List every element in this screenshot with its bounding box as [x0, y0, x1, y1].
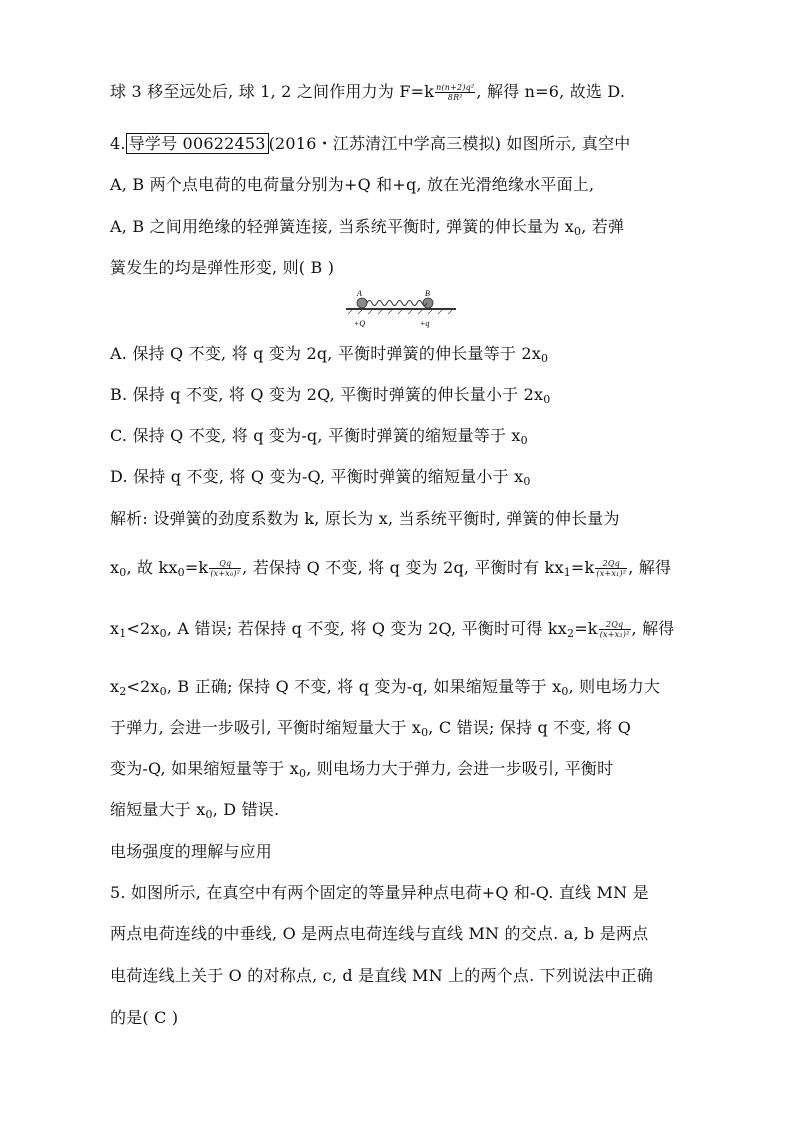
- subscript: 0: [543, 393, 551, 406]
- subscript: 1: [563, 566, 571, 579]
- analysis-line-2: [110, 558, 690, 578]
- q5-line-3: 电荷连线上关于 O 的对称点, c, d 是直线 MN 上的两个点. 下列说法中正确: [110, 966, 654, 985]
- subscript: 0: [299, 767, 307, 780]
- q5-line-1: 5. 如图所示, 在真空中有两个固定的等量异种点电荷+Q 和-Q. 直线 MN 是: [110, 883, 649, 902]
- subscript: 2: [567, 627, 575, 640]
- text-span: , D 错误.: [212, 800, 280, 819]
- q4-line-3: [110, 217, 690, 237]
- fraction-numerator: n(n+2)q²: [436, 83, 475, 92]
- text-span: , 解得 n=6, 故选 D.: [476, 82, 626, 101]
- text-span: , 解得: [628, 558, 672, 577]
- subscript: 0: [520, 434, 528, 447]
- subscript: 0: [205, 808, 213, 821]
- text-span: , 若弹: [581, 217, 625, 236]
- subscript: 0: [574, 225, 582, 238]
- q4-line-2: A, B 两个点电荷的电荷量分别为+Q 和+q, 放在光滑绝缘水平面上,: [110, 175, 595, 194]
- text-span: =k: [184, 558, 209, 577]
- fraction-numerator: 2Qq: [595, 559, 627, 569]
- option-a: [110, 344, 690, 364]
- q5-line-2: 两点电荷连线的中垂线, O 是两点电荷连线与直线 MN 的交点. a, b 是两点: [110, 924, 649, 943]
- charge-b-ball: [423, 298, 433, 308]
- subscript: 0: [177, 566, 185, 579]
- analysis-line-1: 解析: 设弹簧的劲度系数为 k, 原长为 x, 当系统平衡时, 弹簧的伸长量为: [110, 509, 620, 528]
- text-span: 球 3 移至远处后, 球 1, 2 之间作用力为 F=k: [110, 82, 435, 101]
- option-c: [110, 426, 690, 446]
- subscript: 0: [159, 627, 167, 640]
- analysis-line-4: [110, 677, 690, 697]
- text-span: 变为-Q, 如果缩短量等于 x: [110, 759, 300, 778]
- text-span: , 则电场力大: [568, 677, 661, 696]
- fraction-numerator: 2Qq: [599, 620, 631, 630]
- text-span: 于弹力, 会进一步吸引, 平衡时缩短量大于 x: [110, 718, 422, 737]
- text-span: , 则电场力大于弹力, 会进一步吸引, 平衡时: [306, 759, 614, 778]
- q4-line-1: [110, 134, 690, 154]
- spring-charges-figure: [340, 286, 460, 334]
- text-span: x: [110, 677, 120, 696]
- fraction-denominator: (x+x₁)²: [596, 569, 627, 578]
- analysis-line-6: [110, 759, 690, 779]
- text-span: , A 错误; 若保持 q 不变, 将 Q 变为 2Q, 平衡时可得 kx: [166, 619, 567, 638]
- subscript: 0: [540, 352, 549, 365]
- text-span: <2x: [126, 677, 160, 696]
- text-span: A, B 之间用绝缘的轻弹簧连接, 当系统平衡时, 弹簧的伸长量为 x: [110, 217, 575, 236]
- text-span: , C 错误; 保持 q 不变, 将 Q: [428, 718, 632, 737]
- option-d: [110, 467, 690, 487]
- fraction: [595, 559, 627, 578]
- section-heading: 电场强度的理解与应用: [110, 842, 273, 861]
- question-number: 4.: [110, 134, 126, 153]
- text-span: , B 正确; 保持 Q 不变, 将 q 变为-q, 如果缩短量等于 x: [166, 677, 562, 696]
- text-span: , 故 kx: [126, 558, 178, 577]
- fraction-denominator: (x+x₂)²: [599, 630, 630, 639]
- table-hatch: [348, 310, 452, 314]
- q3-conclusion-line: [110, 82, 690, 102]
- text-span: , 解得: [631, 619, 675, 638]
- fraction: [209, 559, 241, 578]
- q5-line-4: 的是( C ): [110, 1008, 179, 1027]
- analysis-line-5: [110, 718, 690, 738]
- subscript: 1: [119, 627, 127, 640]
- fraction-numerator: Qq: [209, 559, 241, 569]
- subscript: 2: [119, 685, 127, 698]
- text-span: =k: [570, 558, 595, 577]
- subscript: 0: [561, 685, 569, 698]
- text-span: x: [110, 619, 120, 638]
- q4-line-4: 簧发生的均是弹性形变, 则( B ): [110, 258, 335, 277]
- text-span: x: [110, 558, 120, 577]
- label-b: B: [425, 289, 430, 298]
- text-span: (2016・江苏清江中学高三模拟) 如图所示, 真空中: [268, 134, 631, 153]
- charge-a-label: +Q: [354, 319, 366, 328]
- subscript: 0: [119, 566, 127, 579]
- subscript: 0: [159, 685, 167, 698]
- option-text: B. 保持 q 不变, 将 Q 变为 2Q, 平衡时弹簧的伸长量小于 2x: [110, 385, 544, 404]
- option-text: A. 保持 Q 不变, 将 q 变为 2q, 平衡时弹簧的伸长量等于 2x: [110, 344, 541, 363]
- analysis-line-7: [110, 800, 690, 820]
- analysis-line-3: [110, 619, 690, 639]
- label-a: A: [357, 289, 362, 298]
- text-span: =k: [574, 619, 598, 638]
- text-span: <2x: [126, 619, 160, 638]
- option-b: [110, 385, 690, 405]
- spring: [367, 301, 427, 306]
- fraction-denominator: 8R²: [447, 93, 463, 102]
- option-text: C. 保持 Q 不变, 将 q 变为-q, 平衡时弹簧的缩短量等于 x: [110, 426, 521, 445]
- subscript: 0: [523, 475, 531, 488]
- fraction-denominator: (x+x₀)²: [210, 569, 241, 578]
- charge-a-ball: [357, 298, 367, 308]
- option-text: D. 保持 q 不变, 将 Q 变为-Q, 平衡时弹簧的缩短量小于 x: [110, 467, 524, 486]
- text-span: 缩短量大于 x: [110, 800, 206, 819]
- charge-b-label: +q: [420, 319, 430, 328]
- text-span: , 若保持 Q 不变, 将 q 变为 2q, 平衡时有 kx: [242, 558, 564, 577]
- fraction: [599, 620, 631, 639]
- subscript: 0: [421, 726, 429, 739]
- force-fraction: [435, 83, 475, 102]
- guide-number-box[interactable]: 导学号 00622453: [126, 133, 269, 154]
